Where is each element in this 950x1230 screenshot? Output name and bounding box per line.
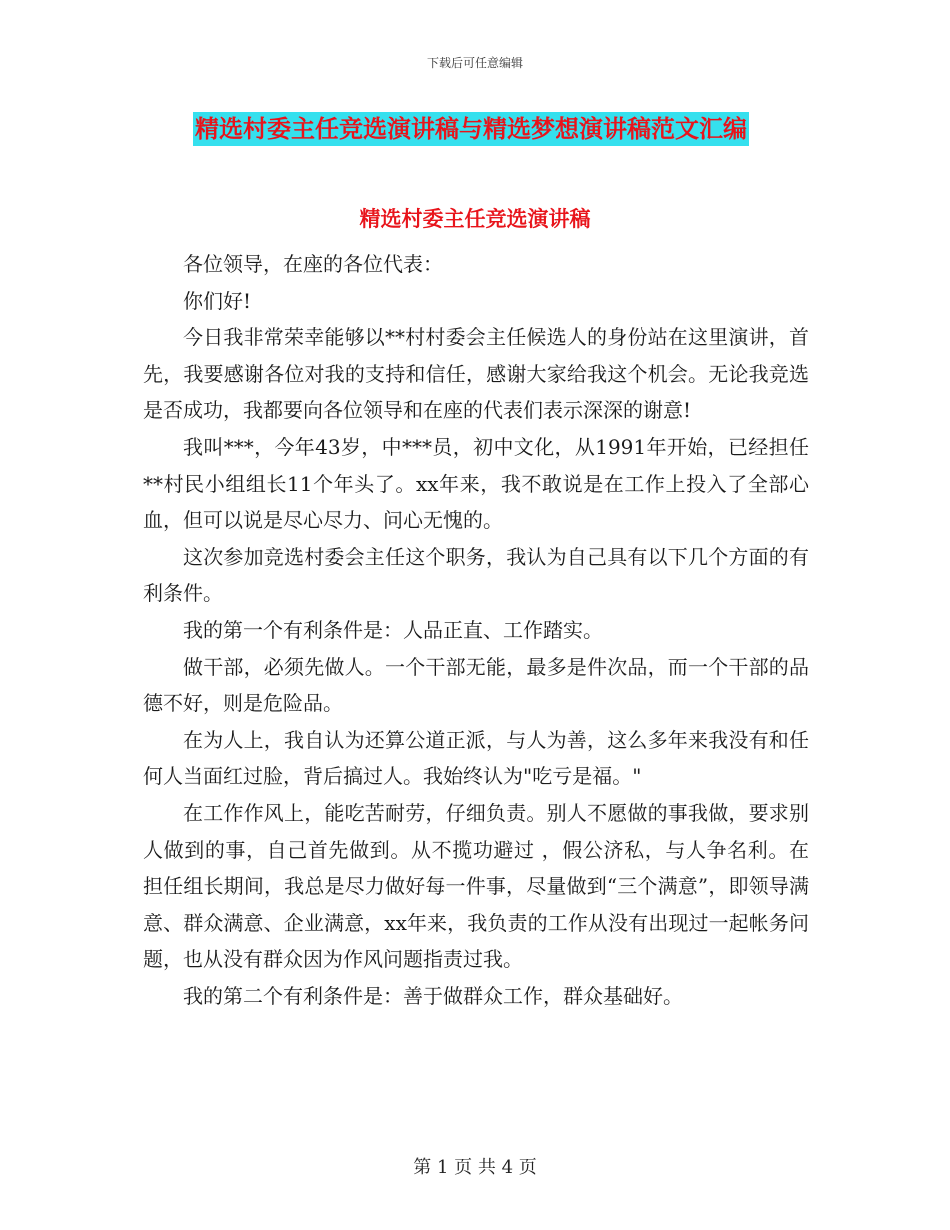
- paragraph-self-introduction: 我叫***，今年43岁，中***员，初中文化，从1991年开始，已经担任**村民小组组长11个年头了。xx年来，我不敢说是在工作上投入了全部心血，但可以说是尽心尽力、问心无愧的。: [143, 434, 809, 533]
- page-indicator: 第 1 页 共 4 页: [413, 1157, 537, 1178]
- main-title: 精选村委主任竞选演讲稿与精选梦想演讲稿范文汇编: [193, 112, 749, 146]
- paragraph-work-style: 在工作作风上，能吃苦耐劳，仔细负责。别人不愿做的事我做，要求别人做到的事，自己首先做到。从不揽功避过 ，假公济私，与人争名利。在担任组长期间，我总是尽力做好每一件事，尽量做到“三个满意”，即领导满意、群众满意、企业满意，xx年来，我负责的工作从没有出现过一起帐务问题，也从没有群众因为作风问题指责过我。: [143, 800, 809, 972]
- header-note: 下载后可任意编辑: [426, 56, 523, 70]
- document-body: [143, 246, 809, 1014]
- paragraph-conduct: 在为人上，我自认为还算公道正派，与人为善，这么多年来我没有和任何人当面红过脸，背后搞过人。我始终认为"吃亏是福。": [143, 727, 809, 789]
- paragraph-hello: 你们好!: [183, 288, 252, 313]
- paragraph-first-condition: 我的第一个有利条件是：人品正直、工作踏实。: [183, 617, 603, 642]
- paragraph-intro: 今日我非常荣幸能够以**村村委会主任候选人的身份站在这里演讲，首先，我要感谢各位对我的支持和信任，感谢大家给我这个机会。无论我竞选是否成功，我都要向各位领导和在座的代表们表示深深的谢意!: [143, 325, 809, 423]
- section-title: 精选村委主任竞选演讲稿: [359, 206, 591, 231]
- paragraph-greeting: 各位领导，在座的各位代表：: [183, 252, 443, 276]
- paragraph-second-condition: 我的第二个有利条件是：善于做群众工作，群众基础好。: [183, 983, 683, 1008]
- paragraph-conditions: 这次参加竞选村委会主任这个职务，我认为自己具有以下几个方面的有利条件。: [143, 544, 809, 606]
- paragraph-character: 做干部，必须先做人。一个干部无能，最多是件次品，而一个干部的品德不好，则是危险品。: [143, 654, 809, 716]
